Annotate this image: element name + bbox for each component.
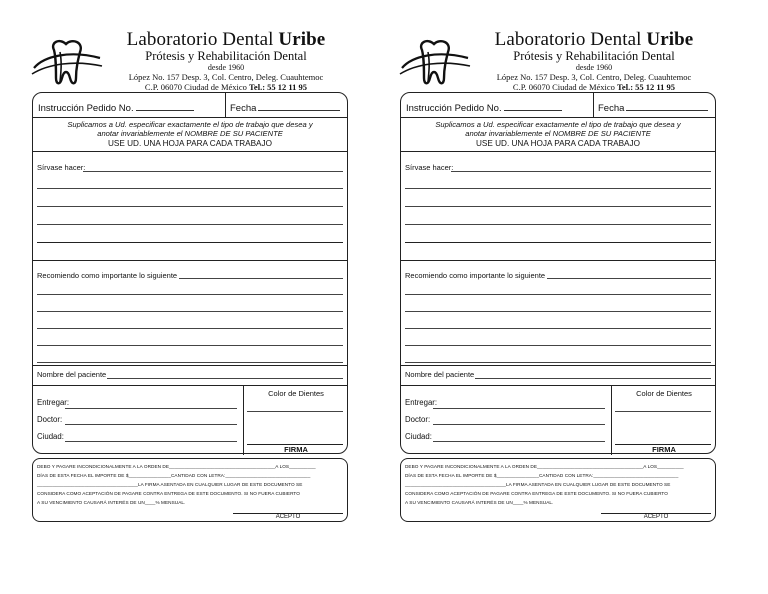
- accept-label: ACEPTO: [275, 514, 301, 520]
- order-form-right: [386, 0, 716, 530]
- promissory-note-text: DEBO Y PAGARE INCONDICIONALMENTE A LA ORDEN DE________________________________________A LOS__________ DÍAS DE ESTA FECHA EL IMPORTE DE $________________CANTIDAD CON LETRA:________________________________ ______________________________________LA FIRMA ASENTADA EN CUALQUIER LUGAR DE ESTE DOCUMENTO SE CONSIDERA COMO ACEPTACIÓN DE PAGARE CONTRA ENTREGA DE ESTE DOCUMENTO. SI NO FUERA CUBIERTO A SU VENCIMIENTO CAUSARÁ INTERÉS DE UN____% MENSUAL.: [405, 464, 684, 505]
- recommendation-line[interactable]: [179, 278, 343, 279]
- accept-label: ACEPTO: [643, 514, 669, 520]
- recommendation-line[interactable]: [37, 328, 343, 329]
- work-request-line[interactable]: [405, 188, 711, 189]
- work-request-line[interactable]: [83, 171, 343, 172]
- city-line[interactable]: [433, 441, 605, 442]
- teeth-color-label: Color de Dientes: [268, 389, 324, 398]
- lab-subtitle: Prótesis y Rehabilitación Dental: [513, 49, 675, 63]
- work-request-line[interactable]: [37, 242, 343, 243]
- recommendation-line[interactable]: [405, 328, 711, 329]
- one-sheet-note: USE UD. UNA HOJA PARA CADA TRABAJO: [476, 139, 640, 148]
- patient-name-label: Nombre del paciente: [37, 370, 107, 379]
- patient-name-label: Nombre del paciente: [405, 370, 475, 379]
- lab-name: Laboratorio Dental Uribe: [126, 29, 326, 50]
- doctor-label: Doctor:: [405, 415, 431, 424]
- deliver-line[interactable]: [433, 408, 605, 409]
- order-form-left: [18, 0, 348, 530]
- lab-address: López No. 157 Desp. 3, Col. Centro, Deleg. Cuauhtemoc: [128, 72, 324, 82]
- promissory-note-box: [32, 458, 348, 522]
- doctor-line[interactable]: [65, 424, 237, 425]
- tooth-logo-icon: [398, 38, 472, 92]
- lab-since: desde 1960: [575, 63, 613, 72]
- signature-label: FIRMA: [652, 445, 676, 454]
- order-number-field[interactable]: Instrucción Pedido No.: [38, 103, 194, 114]
- city-label: Ciudad:: [405, 432, 432, 441]
- lab-header: [18, 30, 348, 92]
- doctor-line[interactable]: [433, 424, 605, 425]
- work-request-line[interactable]: [405, 242, 711, 243]
- work-request-line[interactable]: [37, 188, 343, 189]
- one-sheet-note: USE UD. UNA HOJA PARA CADA TRABAJO: [108, 139, 272, 148]
- tooth-logo-icon: [30, 38, 104, 92]
- work-request-line[interactable]: [37, 224, 343, 225]
- instructions: Suplicamos a Ud. especificar exactamente el tipo de trabajo que desea y anotar invariablemente el NOMBRE DE SU PACIENTE: [435, 120, 681, 138]
- lab-header-text: [104, 30, 348, 92]
- order-box: [32, 92, 348, 454]
- recommendation-line[interactable]: [37, 362, 343, 363]
- doctor-label: Doctor:: [37, 415, 63, 424]
- work-request-label: Sírvase hacer:: [405, 163, 454, 172]
- deliver-label: Entregar:: [405, 398, 438, 407]
- lab-since: desde 1960: [207, 63, 245, 72]
- order-header-row: [401, 93, 715, 118]
- lab-subtitle: Prótesis y Rehabilitación Dental: [145, 49, 307, 63]
- city-label: Ciudad:: [37, 432, 64, 441]
- recommendation-line[interactable]: [405, 345, 711, 346]
- lab-header-text: [472, 30, 716, 92]
- patient-name-line[interactable]: [107, 378, 343, 379]
- recommendation-label: Recomiendo como importante lo siguiente: [37, 271, 178, 280]
- instructions: Suplicamos a Ud. especificar exactamente el tipo de trabajo que desea y anotar invariablemente el NOMBRE DE SU PACIENTE: [67, 120, 313, 138]
- order-box: [400, 92, 716, 454]
- city-line[interactable]: [65, 441, 237, 442]
- teeth-color-line[interactable]: [247, 411, 343, 412]
- signature-label: FIRMA: [284, 445, 308, 454]
- teeth-color-line[interactable]: [615, 411, 711, 412]
- work-request-label: Sírvase hacer:: [37, 163, 86, 172]
- order-header-row: [33, 93, 347, 118]
- recommendation-line[interactable]: [37, 294, 343, 295]
- work-request-line[interactable]: [37, 206, 343, 207]
- order-number-field[interactable]: Instrucción Pedido No.: [406, 103, 562, 114]
- recommendation-line[interactable]: [547, 278, 711, 279]
- deliver-label: Entregar:: [37, 398, 70, 407]
- recommendation-label: Recomiendo como importante lo siguiente: [405, 271, 546, 280]
- promissory-note-text: DEBO Y PAGARE INCONDICIONALMENTE A LA ORDEN DE________________________________________A LOS__________ DÍAS DE ESTA FECHA EL IMPORTE DE $________________CANTIDAD CON LETRA:________________________________ ______________________________________LA FIRMA ASENTADA EN CUALQUIER LUGAR DE ESTE DOCUMENTO SE CONSIDERA COMO ACEPTACIÓN DE PAGARE CONTRA ENTREGA DE ESTE DOCUMENTO. SI NO FUERA CUBIERTO A SU VENCIMIENTO CAUSARÁ INTERÉS DE UN____% MENSUAL.: [37, 464, 316, 505]
- lab-header: [386, 30, 716, 92]
- recommendation-line[interactable]: [405, 362, 711, 363]
- date-field[interactable]: Fecha: [598, 103, 708, 114]
- lab-cp-phone: C.P. 06070 Ciudad de México Tel.: 55 12 11 95: [144, 82, 308, 92]
- work-request-line[interactable]: [405, 206, 711, 207]
- recommendation-line[interactable]: [37, 345, 343, 346]
- lab-name: Laboratorio Dental Uribe: [494, 29, 694, 50]
- lab-address: López No. 157 Desp. 3, Col. Centro, Deleg. Cuauhtemoc: [496, 72, 692, 82]
- lab-cp-phone: C.P. 06070 Ciudad de México Tel.: 55 12 11 95: [512, 82, 676, 92]
- recommendation-line[interactable]: [405, 294, 711, 295]
- date-field[interactable]: Fecha: [230, 103, 340, 114]
- recommendation-line[interactable]: [37, 311, 343, 312]
- deliver-line[interactable]: [65, 408, 237, 409]
- work-request-line[interactable]: [451, 171, 711, 172]
- teeth-color-label: Color de Dientes: [636, 389, 692, 398]
- recommendation-line[interactable]: [405, 311, 711, 312]
- patient-name-line[interactable]: [475, 378, 711, 379]
- promissory-note-box: [400, 458, 716, 522]
- work-request-line[interactable]: [405, 224, 711, 225]
